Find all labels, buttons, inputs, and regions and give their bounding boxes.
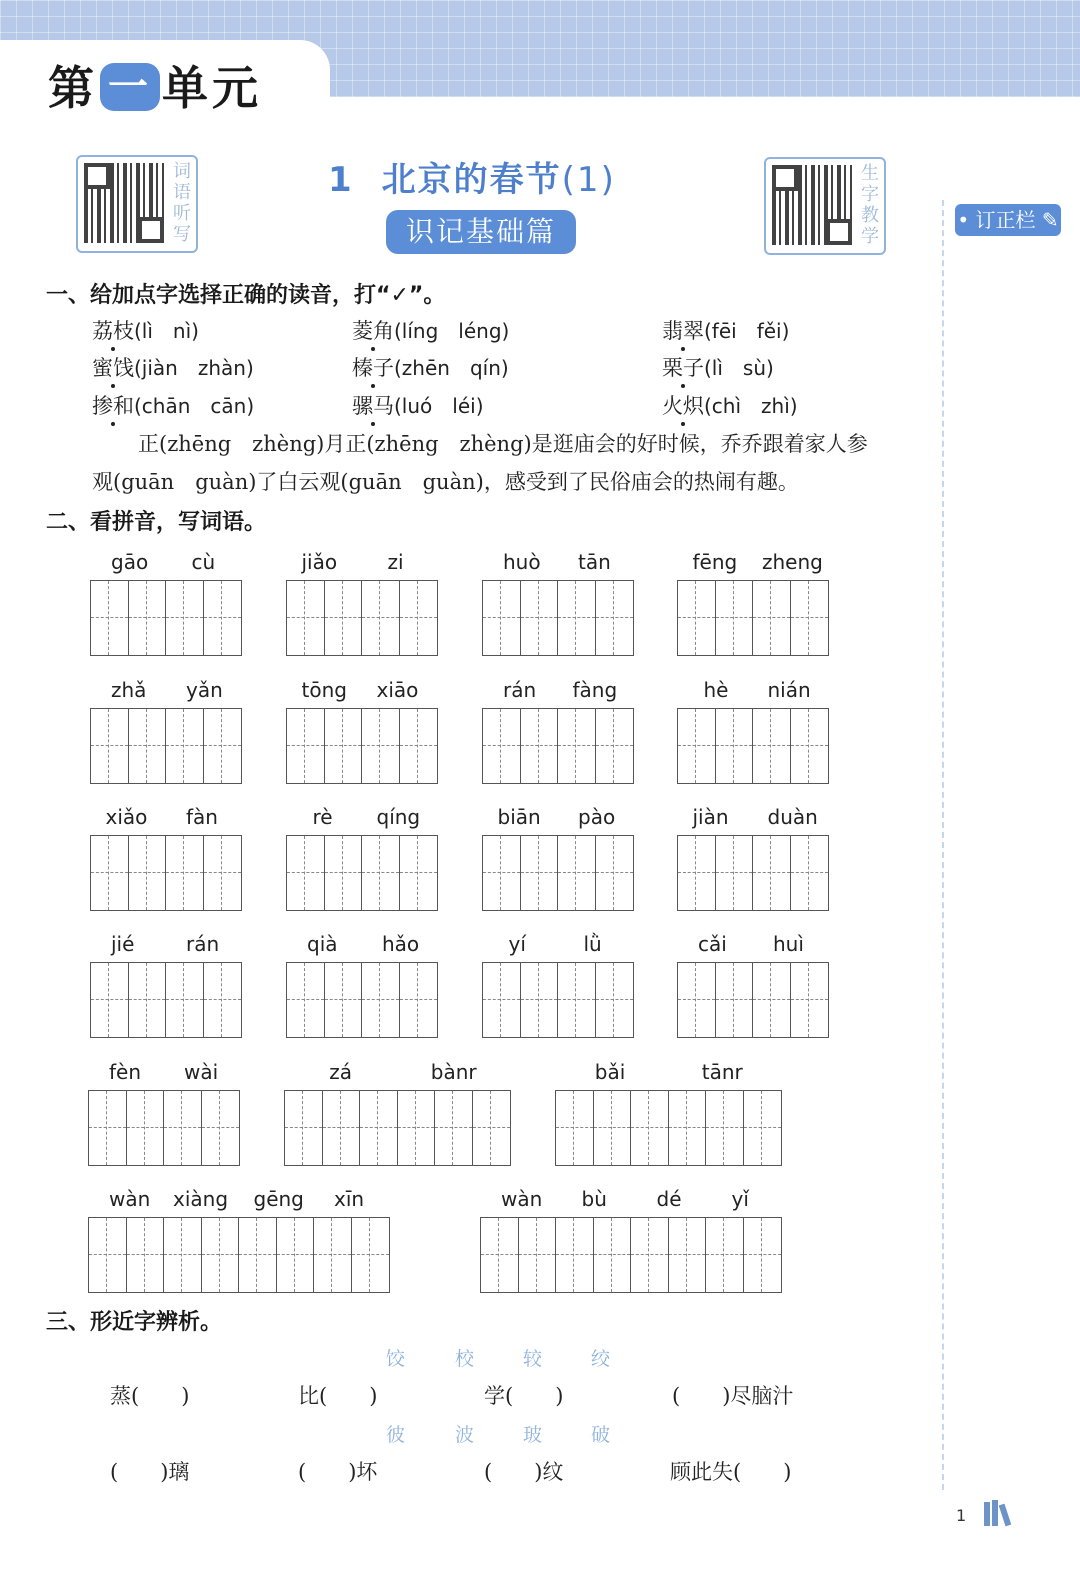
writing-cell[interactable] (744, 1091, 782, 1165)
pinyin-syllable: jié (111, 932, 135, 956)
section2-title: 二、看拼音，写词语。 (46, 510, 267, 535)
writing-cell[interactable] (678, 836, 716, 910)
page-number: 1 (956, 1506, 967, 1525)
q3-blank[interactable]: ( )坏 (298, 1460, 378, 1484)
q1-item: 菱角(líng léng) (352, 319, 510, 343)
pinyin-word-group (286, 550, 438, 656)
hint-char: 饺 (386, 1348, 406, 1370)
pinyin-syllable: rán (503, 678, 537, 702)
writing-cell[interactable] (325, 963, 363, 1037)
writing-cell[interactable] (325, 709, 363, 783)
writing-grid[interactable] (677, 835, 829, 911)
pinyin-syllable: nián (767, 678, 811, 702)
pinyin-syllable: wàn (109, 1187, 151, 1211)
writing-cell[interactable] (791, 836, 829, 910)
writing-cell[interactable] (202, 1091, 240, 1165)
writing-cell[interactable] (360, 1091, 398, 1165)
q1-item: 栗子(lì sù) (662, 356, 774, 380)
writing-grid[interactable] (677, 708, 829, 784)
writing-cell[interactable] (596, 581, 634, 655)
q1-item: 榛子(zhēn qín) (352, 356, 509, 380)
writing-cell[interactable] (166, 709, 204, 783)
writing-cell[interactable] (716, 963, 754, 1037)
writing-cell[interactable] (164, 1091, 202, 1165)
pinyin-syllable: xiǎo (105, 805, 148, 829)
pinyin-syllable: yǎn (186, 678, 223, 702)
q1-item: 掺和(chān cān) (92, 394, 255, 418)
writing-cell[interactable] (400, 836, 438, 910)
writing-cell[interactable] (277, 1218, 315, 1292)
pinyin-syllable: xiāo (376, 678, 419, 702)
pinyin-syllable: pào (578, 805, 616, 829)
writing-grid[interactable] (555, 1090, 782, 1166)
pinyin-syllable: hè (703, 678, 729, 702)
pinyin-word-group (284, 1060, 511, 1166)
writing-cell[interactable] (89, 1218, 127, 1292)
pinyin-word-group (90, 678, 242, 784)
writing-cell[interactable] (481, 1218, 519, 1292)
writing-cell[interactable] (164, 1218, 202, 1292)
pinyin-syllable: rè (312, 805, 333, 829)
writing-cell[interactable] (483, 963, 521, 1037)
writing-cell[interactable] (706, 1218, 744, 1292)
hint-char: 玻 (523, 1424, 543, 1446)
writing-cell[interactable] (596, 709, 634, 783)
writing-cell[interactable] (202, 1218, 240, 1292)
pinyin-syllable: xīn (334, 1187, 365, 1211)
writing-cell[interactable] (400, 963, 438, 1037)
pinyin-word-group (88, 1060, 240, 1166)
pinyin-word-group (286, 932, 438, 1038)
writing-cell[interactable] (91, 836, 129, 910)
writing-cell[interactable] (204, 709, 242, 783)
section1-title: 一、给加点字选择正确的读音，打“✓”。 (46, 283, 446, 308)
pinyin-syllable: zhǎ (111, 678, 147, 702)
pinyin-word-group (90, 550, 242, 656)
pinyin-word-group (286, 678, 438, 784)
writing-cell[interactable] (521, 709, 559, 783)
writing-cell[interactable] (791, 581, 829, 655)
writing-cell[interactable] (678, 709, 716, 783)
pinyin-syllable: duàn (767, 805, 818, 829)
writing-cell[interactable] (753, 581, 791, 655)
writing-cell[interactable] (558, 836, 596, 910)
writing-cell[interactable] (129, 709, 167, 783)
q3-blank[interactable]: 学( ) (484, 1384, 564, 1408)
writing-cell[interactable] (556, 1218, 594, 1292)
writing-grid[interactable] (286, 962, 438, 1038)
section3-title: 三、形近字辨析。 (46, 1310, 223, 1335)
q1-sentence-line2: 观(guān guàn)了白云观(guān guàn)，感受到了民俗庙会的热闹有趣。 (92, 470, 799, 494)
q3-blank[interactable]: 蒸( ) (110, 1384, 190, 1408)
pinyin-word-group (480, 1187, 782, 1293)
pinyin-syllable: fàn (186, 805, 218, 829)
q1-item: 蜜饯(jiàn zhàn) (92, 356, 254, 380)
writing-cell[interactable] (716, 836, 754, 910)
correction-tag: • 订正栏 ✎ (955, 204, 1061, 236)
qr-label: 生字教学 (861, 163, 879, 247)
pinyin-word-group (88, 1187, 390, 1293)
pinyin-word-group (677, 550, 829, 656)
writing-cell[interactable] (753, 709, 791, 783)
writing-cell[interactable] (594, 1091, 632, 1165)
books-icon (982, 1498, 1022, 1528)
writing-grid[interactable] (90, 835, 242, 911)
pinyin-syllable: wàn (501, 1187, 543, 1211)
margin-divider (942, 200, 944, 1490)
writing-grid[interactable] (90, 962, 242, 1038)
writing-cell[interactable] (631, 1091, 669, 1165)
writing-cell[interactable] (325, 581, 363, 655)
writing-cell[interactable] (631, 1218, 669, 1292)
writing-cell[interactable] (204, 581, 242, 655)
writing-cell[interactable] (325, 836, 363, 910)
writing-cell[interactable] (314, 1218, 352, 1292)
writing-cell[interactable] (483, 709, 521, 783)
writing-grid[interactable] (482, 580, 634, 656)
pinyin-syllable: bànr (430, 1060, 477, 1084)
q1-item: 火炽(chì zhì) (662, 394, 798, 418)
q3-blank[interactable]: ( )璃 (110, 1460, 190, 1484)
writing-cell[interactable] (287, 709, 325, 783)
qr-code-icon (84, 163, 164, 243)
writing-cell[interactable] (287, 836, 325, 910)
pinyin-syllable: rán (186, 932, 220, 956)
pinyin-syllable: hǎo (382, 932, 420, 956)
writing-cell[interactable] (473, 1091, 511, 1165)
pinyin-word-group (90, 932, 242, 1038)
writing-grid[interactable] (284, 1090, 511, 1166)
writing-cell[interactable] (89, 1091, 127, 1165)
q3-blank[interactable]: ( )纹 (484, 1460, 564, 1484)
writing-grid[interactable] (482, 962, 634, 1038)
pinyin-syllable: lǜ (583, 932, 602, 956)
writing-cell[interactable] (519, 1218, 557, 1292)
pinyin-syllable: jiǎo (301, 550, 338, 574)
writing-cell[interactable] (558, 581, 596, 655)
hint-char: 波 (455, 1424, 475, 1446)
qr-label: 词语听写 (173, 161, 191, 245)
writing-cell[interactable] (91, 709, 129, 783)
writing-cell[interactable] (166, 581, 204, 655)
writing-cell[interactable] (558, 963, 596, 1037)
hint-char: 彼 (386, 1424, 406, 1446)
writing-grid[interactable] (677, 580, 829, 656)
pinyin-syllable: cǎi (698, 932, 727, 956)
writing-grid[interactable] (88, 1217, 390, 1293)
writing-cell[interactable] (521, 836, 559, 910)
writing-cell[interactable] (400, 709, 438, 783)
writing-grid[interactable] (88, 1090, 240, 1166)
writing-cell[interactable] (129, 836, 167, 910)
pinyin-word-group (482, 678, 634, 784)
pinyin-syllable: wài (184, 1060, 219, 1084)
writing-cell[interactable] (204, 836, 242, 910)
qr-code-dictation[interactable] (76, 155, 198, 253)
writing-cell[interactable] (166, 836, 204, 910)
writing-grid[interactable] (482, 708, 634, 784)
writing-cell[interactable] (398, 1091, 436, 1165)
pinyin-syllable: bǎi (594, 1060, 626, 1084)
pinyin-syllable: zi (387, 550, 404, 574)
pinyin-syllable: cù (191, 550, 216, 574)
writing-grid[interactable] (482, 835, 634, 911)
pinyin-syllable: tōng (301, 678, 347, 702)
writing-cell[interactable] (362, 581, 400, 655)
pinyin-syllable: bù (581, 1187, 607, 1211)
lesson-title: 1 北京的春节(1) (328, 160, 616, 200)
writing-cell[interactable] (791, 963, 829, 1037)
writing-cell[interactable] (91, 963, 129, 1037)
pinyin-syllable: gēng (253, 1187, 304, 1211)
pinyin-word-group (482, 805, 634, 911)
writing-cell[interactable] (556, 1091, 594, 1165)
writing-cell[interactable] (791, 709, 829, 783)
qr-code-icon (772, 165, 852, 245)
pinyin-syllable: qíng (376, 805, 421, 829)
hint-char: 校 (455, 1348, 475, 1370)
writing-cell[interactable] (287, 963, 325, 1037)
pinyin-syllable: dé (656, 1187, 682, 1211)
q1-item: 骡马(luó léi) (352, 394, 484, 418)
writing-cell[interactable] (129, 581, 167, 655)
writing-cell[interactable] (483, 836, 521, 910)
pinyin-word-group (482, 550, 634, 656)
writing-cell[interactable] (483, 581, 521, 655)
pinyin-syllable: zá (329, 1060, 353, 1084)
hint-char: 较 (523, 1348, 543, 1370)
writing-grid[interactable] (286, 580, 438, 656)
writing-cell[interactable] (521, 963, 559, 1037)
pinyin-syllable: biān (497, 805, 541, 829)
writing-cell[interactable] (753, 836, 791, 910)
writing-cell[interactable] (362, 709, 400, 783)
writing-grid[interactable] (286, 835, 438, 911)
writing-cell[interactable] (127, 1218, 165, 1292)
writing-cell[interactable] (753, 963, 791, 1037)
writing-cell[interactable] (362, 963, 400, 1037)
pinyin-syllable: qià (307, 932, 338, 956)
pinyin-word-group (677, 932, 829, 1038)
writing-cell[interactable] (596, 836, 634, 910)
pinyin-syllable: huì (773, 932, 804, 956)
writing-cell[interactable] (558, 709, 596, 783)
writing-cell[interactable] (204, 963, 242, 1037)
level-badge: 识记基础篇 (386, 210, 576, 254)
q1-item: 翡翠(fēi fěi) (662, 319, 790, 343)
q1-sentence-line1: 正(zhēng zhèng)月正(zhēng zhèng)是逛庙会的好时候，乔乔跟着家人参 (138, 432, 868, 456)
writing-cell[interactable] (129, 963, 167, 1037)
pinyin-word-group (90, 805, 242, 911)
q3-blank[interactable]: 顾此失( ) (670, 1460, 792, 1484)
unit-number: 一 (100, 63, 160, 111)
writing-cell[interactable] (352, 1218, 390, 1292)
writing-cell[interactable] (669, 1218, 707, 1292)
q1-item: 荔枝(lì nì) (92, 319, 199, 343)
hint-char: 破 (591, 1424, 611, 1446)
hint-char: 绞 (591, 1348, 611, 1370)
writing-cell[interactable] (91, 581, 129, 655)
writing-cell[interactable] (435, 1091, 473, 1165)
writing-cell[interactable] (716, 709, 754, 783)
writing-cell[interactable] (678, 581, 716, 655)
pinyin-syllable: tānr (701, 1060, 743, 1084)
writing-cell[interactable] (678, 963, 716, 1037)
writing-cell[interactable] (239, 1218, 277, 1292)
pinyin-word-group (482, 932, 634, 1038)
writing-cell[interactable] (669, 1091, 707, 1165)
pinyin-word-group (555, 1060, 782, 1166)
pinyin-syllable: zheng (762, 550, 823, 574)
pinyin-syllable: huò (503, 550, 541, 574)
writing-cell[interactable] (287, 581, 325, 655)
writing-cell[interactable] (744, 1218, 782, 1292)
q3-blank[interactable]: ( )尽脑汁 (672, 1384, 794, 1408)
pinyin-syllable: fàng (572, 678, 618, 702)
writing-grid[interactable] (480, 1217, 782, 1293)
pinyin-syllable: fēng (692, 550, 738, 574)
unit-title: 第 一 单元 (48, 61, 262, 115)
pinyin-word-group (677, 805, 829, 911)
pinyin-syllable: yǐ (731, 1187, 749, 1211)
pinyin-syllable: fèn (109, 1060, 142, 1084)
pinyin-syllable: gāo (111, 550, 149, 574)
pinyin-syllable: tān (578, 550, 611, 574)
writing-cell[interactable] (521, 581, 559, 655)
writing-cell[interactable] (400, 581, 438, 655)
pinyin-syllable: jiàn (692, 805, 729, 829)
pinyin-syllable: xiàng (173, 1187, 229, 1211)
writing-cell[interactable] (285, 1091, 323, 1165)
writing-cell[interactable] (127, 1091, 165, 1165)
writing-cell[interactable] (323, 1091, 361, 1165)
writing-cell[interactable] (706, 1091, 744, 1165)
q3-blank[interactable]: 比( ) (298, 1384, 378, 1408)
pinyin-syllable: yí (508, 932, 526, 956)
pinyin-word-group (286, 805, 438, 911)
writing-cell[interactable] (596, 963, 634, 1037)
writing-cell[interactable] (594, 1218, 632, 1292)
writing-grid[interactable] (90, 708, 242, 784)
pencil-icon: ✎ (1041, 208, 1059, 232)
writing-grid[interactable] (90, 580, 242, 656)
writing-grid[interactable] (286, 708, 438, 784)
writing-cell[interactable] (716, 581, 754, 655)
writing-grid[interactable] (677, 962, 829, 1038)
writing-cell[interactable] (166, 963, 204, 1037)
qr-code-characters[interactable] (764, 157, 886, 255)
writing-cell[interactable] (362, 836, 400, 910)
pinyin-word-group (677, 678, 829, 784)
